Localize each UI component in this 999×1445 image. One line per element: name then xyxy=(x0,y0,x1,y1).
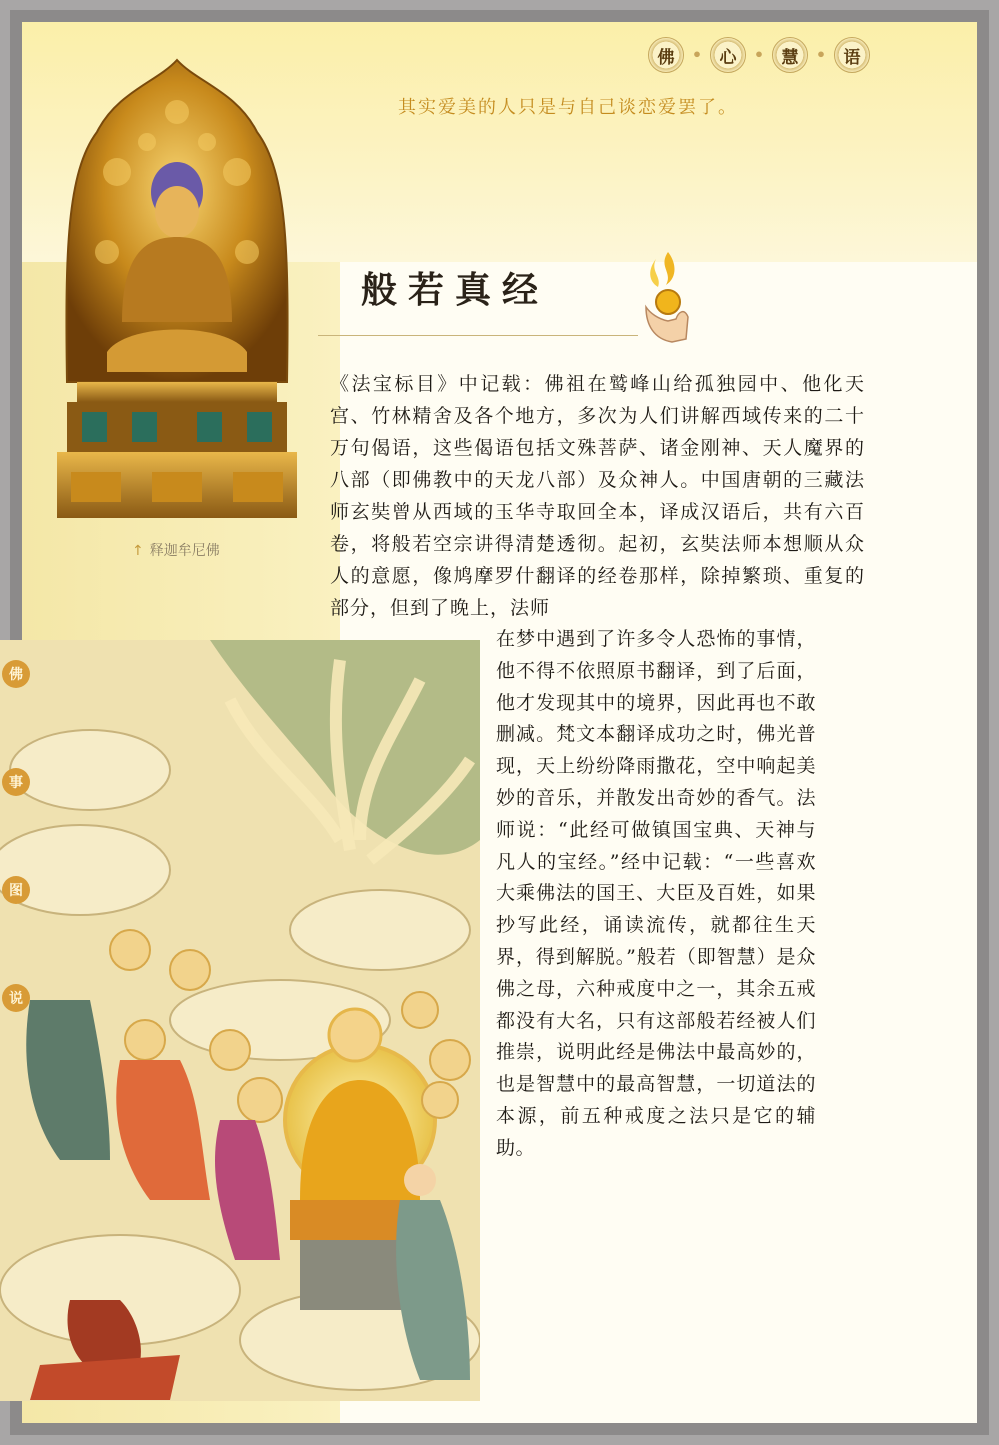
series-dot: • xyxy=(753,44,765,64)
title-rule xyxy=(318,335,638,336)
series-title xyxy=(648,37,870,73)
side-tab: 佛 xyxy=(2,660,30,688)
series-char: 语 xyxy=(834,37,870,73)
header-quote: 其实爱美的人只是与自己谈恋爱罢了。 xyxy=(398,97,738,118)
series-dot: • xyxy=(691,44,703,64)
statue-caption xyxy=(132,540,220,560)
series-char: 心 xyxy=(710,37,746,73)
side-tab: 图 xyxy=(2,876,30,904)
series-char: 佛 xyxy=(648,37,684,73)
side-tab: 事 xyxy=(2,768,30,796)
series-dot: • xyxy=(815,44,827,64)
caption-text: 释迦牟尼佛 xyxy=(149,543,220,559)
hand-flame-icon xyxy=(628,247,698,347)
series-char: 慧 xyxy=(772,37,808,73)
article-paragraph-side: 在梦中遇到了许多令人恐怖的事情，他不得不依照原书翻译，到了后面，他才发现其中的境界，因此再也不敢删减。梵文本翻译成功之时，佛光普现，天上纷纷降雨撒花，空中响起美妙的音乐，并散发出奇妙的香气。法师说：“此经可做镇国宝典、天神与凡人的宝经。”经中记载：“一些喜欢大乘佛法的国王、大臣及百姓，如果抄写此经，诵读流传，就都往生天界，得到解脱。”般若（即智慧）是众佛之母，六种戒度中之一，其余五戒都没有大名，只有这部般若经被人们推崇，说明此经是佛法中最高妙的，也是智慧中的最高智慧，一切道法的本源，前五种戒度之法只是它的辅助。 xyxy=(496,628,816,1159)
side-tab: 说 xyxy=(2,984,30,1012)
article-paragraph-top: 《法宝标目》中记载：佛祖在鹫峰山给孤独园中、他化天宫、竹林精舍及各个地方，多次为人们讲解西域传来的二十万句偈语，这些偈语包括文殊菩萨、诸金刚神、天人魔界的八部（即佛教中的天龙八部）及众神人。中国唐朝的三藏法师玄奘曾从西域的玉华寺取回全本，译成汉语后，共有六百卷，将般若空宗讲得清楚透彻。起初，玄奘法师本想顺从众人的意愿，像鸠摩罗什翻译的经卷那样，除掉繁琐、重复的部分，但到了晚上，法师 xyxy=(330,373,865,619)
buddha-assembly-painting xyxy=(0,640,480,1401)
buddha-statue-image xyxy=(37,52,317,530)
article-title: 般若真经 xyxy=(361,269,550,311)
caption-arrow: ↑ xyxy=(132,543,144,559)
